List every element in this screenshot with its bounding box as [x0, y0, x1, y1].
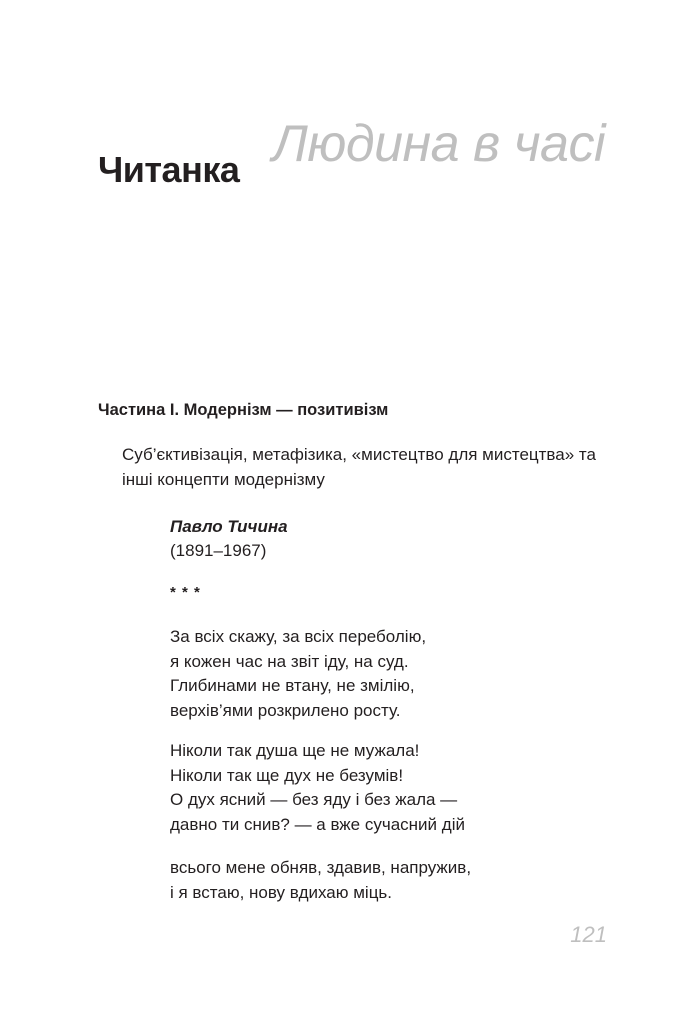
- author-name: Павло Тичина: [170, 517, 288, 536]
- poem-line: О дух ясний — без яду і без жала —: [170, 790, 458, 809]
- part-heading: Частина І. Модернізм — позитивізм: [98, 401, 389, 419]
- poem-line: Ніколи так ще дух не безумів!: [170, 765, 404, 785]
- poem-stanza: [170, 625, 630, 723]
- poem-line: всього мене обняв, здавив, напружив,: [170, 858, 472, 877]
- poem-stanza: [170, 739, 630, 837]
- poem-asterism-title: * * *: [170, 584, 201, 601]
- poem-line: і я встаю, нову вдихаю міць.: [170, 882, 393, 902]
- poem-line: давно ти снив? — а вже сучасний дій: [170, 814, 465, 834]
- topic-paragraph: Суб’єктивізація, метафізика, «мистецтво для мистецтва» та інші концепти модернізму: [122, 445, 596, 489]
- author-years: (1891–1967): [170, 541, 267, 560]
- page-number: 121: [570, 922, 607, 947]
- poem-line: я кожен час на звіт іду, на суд.: [170, 651, 409, 671]
- header-subtitle: Людина в часі: [272, 115, 605, 173]
- poem-line: верхів’ями розкрилено росту.: [170, 700, 401, 720]
- book-title: Читанка: [98, 149, 240, 190]
- poem-stanza: [170, 856, 630, 905]
- poem-line: Глибинами не втану, не змілію,: [170, 676, 415, 695]
- poem-line: Ніколи так душа ще не мужала!: [170, 741, 420, 760]
- poem-line: За всіх скажу, за всіх переболію,: [170, 627, 427, 646]
